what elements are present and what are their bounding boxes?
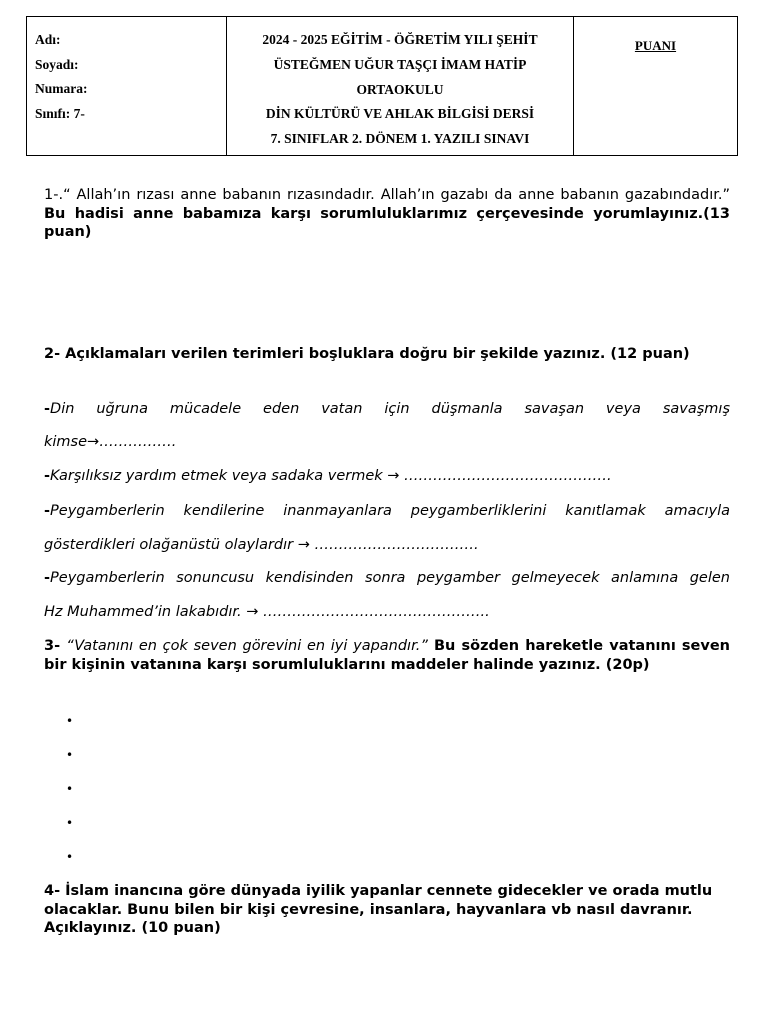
answer-bullet: • [66, 714, 74, 728]
score-cell [574, 17, 738, 156]
arrow-icon: → [297, 537, 310, 553]
q2-item-4-blank: ……………………………………….. [263, 604, 490, 620]
question-1 [44, 186, 730, 242]
arrow-icon: → [246, 604, 259, 620]
question-1-quote: 1-.“ Allah’ın rızası anne babanın rızasındadır. Allah’ın gazabı da anne babanın gazabındadır.” [44, 187, 730, 203]
q2-item-3-blank: ……………………………. [314, 537, 479, 553]
dash-icon: - [44, 503, 51, 519]
student-info-cell [27, 17, 227, 156]
title-line: DİN KÜLTÜRÜ VE AHLAK BİLGİSİ DERSİ [265, 106, 535, 122]
title-line: ÜSTEĞMEN UĞUR TAŞÇI İMAM HATİP [273, 56, 527, 72]
question-3 [44, 637, 730, 674]
q2-item-3-line2: gösterdikleri olağanüstü olaylardır → ……………………………. [44, 537, 479, 553]
q2-item-1-blank: ……………. [99, 434, 177, 450]
exam-title-cell [227, 17, 574, 156]
arrow-icon: → [87, 434, 100, 450]
dash-icon: - [44, 468, 51, 484]
q2-item-4-line1: -Peygamberlerin sonuncusu kendisinden sonra peygamber gelmeyecek anlamına gelen [44, 570, 730, 586]
title-line: 2024 - 2025 EĞİTİM - ÖĞRETİM YILI ŞEHİT [262, 32, 538, 47]
class-label: Sınıfı: 7- [35, 105, 85, 121]
answer-bullet: • [66, 816, 74, 830]
q2-item-1-line1: -Din uğruna mücadele eden vatan için düşmanla savaşan veya savaşmış [44, 401, 730, 417]
exam-header-table [26, 16, 738, 156]
question-3-number: 3- [44, 638, 67, 654]
question-3-quote: “Vatanını en çok seven görevini en iyi yapandır.” [66, 638, 428, 654]
q2-item-4-line2: Hz Muhammed’in lakabıdır. → ……………………………………….. [44, 604, 490, 620]
answer-bullet: • [66, 850, 74, 864]
arrow-icon: → [387, 468, 400, 484]
q2-item-2-blank: ……………………………………. [404, 468, 612, 484]
title-line: 7. SINIFLAR 2. DÖNEM 1. YAZILI SINAVI [270, 131, 530, 147]
dash-icon: - [44, 401, 51, 417]
q2-item-3-line1: -Peygamberlerin kendilerine inanmayanlara peygamberliklerini kanıtlamak amacıyla [44, 503, 730, 519]
score-label: PUANI [634, 38, 677, 53]
answer-bullet: • [66, 782, 74, 796]
question-1-prompt: Bu hadisi anne babamıza karşı sorumluluklarımız çerçevesinde yorumlayınız.(13 puan) [44, 205, 730, 240]
dash-icon: - [44, 570, 51, 586]
surname-label: Soyadı: [35, 56, 79, 72]
question-3-prompt: Bu sözden hareketle vatanını seven bir kişinin vatanına karşı sorumluluklarını maddeler halinde yazınız. (20p) [44, 638, 730, 673]
question-4-prompt: 4- İslam inancına göre dünyada iyilik yapanlar cennete gidecekler ve orada mutlu olacaklar. Bunu bilen bir kişi çevresine, insanlara, hayvanlara vb nasıl davranır. Açıklayınız. (10 puan) [44, 883, 713, 936]
question-2-prompt: 2- Açıklamaları verilen terimleri boşluklara doğru bir şekilde yazınız. (12 puan) [44, 346, 690, 362]
answer-bullet: • [66, 748, 74, 762]
q2-item-2: -Karşılıksız yardım etmek veya sadaka vermek → ……………………………………. [44, 468, 612, 484]
number-label: Numara: [35, 81, 88, 96]
title-line: ORTAOKULU [356, 81, 444, 97]
name-label: Adı: [35, 32, 61, 47]
q2-item-1-line2: kimse→……………. [44, 434, 177, 450]
